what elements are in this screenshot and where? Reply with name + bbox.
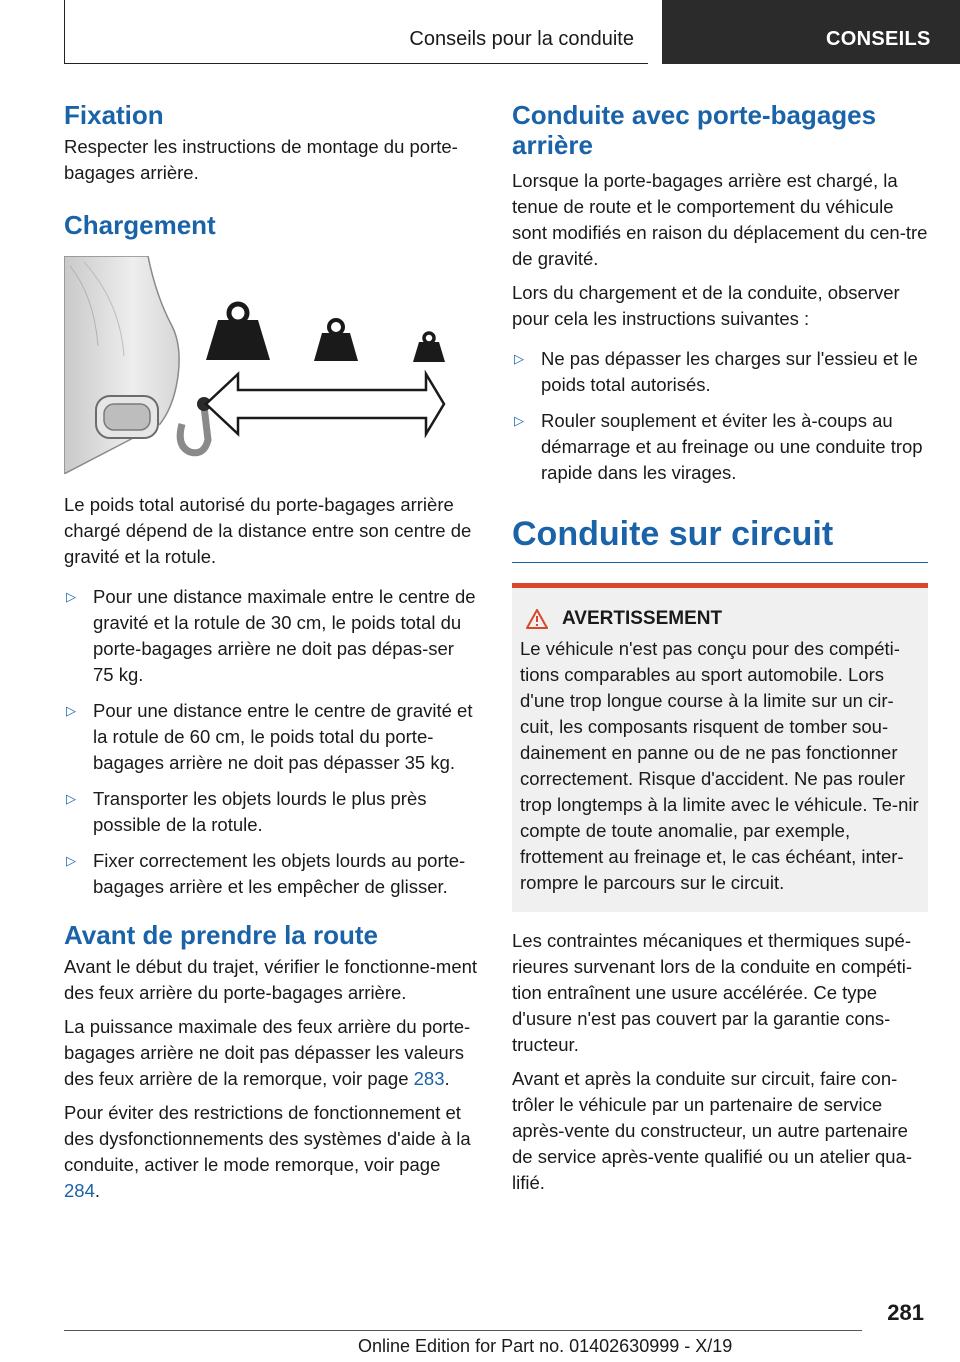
list-item: ▷ Transporter les objets lourds le plus près possible de la rotule. [66,788,427,835]
circuit-paragraph-2: Avant et après la conduite sur circuit, faire con-trôler le véhicule par un partenaire de service après-vente du constructeur, un autre partenaire de service après-vente qualifié ou un atelier qua-lifié. [512,1068,913,1193]
figure-caption-text: Le poids total autorisé du porte-bagages arrière chargé dépend de la distance entre son centre de gravité et la rotule. [64,494,472,567]
trailer-hitch-weights-figure [64,256,478,474]
triangle-bullet-icon: ▷ [66,791,76,806]
fixation-heading: Fixation [64,100,164,130]
rear-rack-heading: Conduite avec porte-bagages arrière [512,100,877,160]
weight-medium-icon [314,320,358,361]
section-title: Conseils pour la conduite [409,28,634,50]
list-item: ▷ Rouler souplement et éviter les à-coups au démarrage et au freinage ou une conduite trop rapide dans les virages. [514,410,923,483]
tow-hitch [180,406,208,453]
distance-arrow-icon [206,374,444,434]
circuit-heading: Conduite sur circuit [512,515,834,553]
weight-small-icon [413,333,445,362]
circuit-paragraph-1: Les contraintes mécaniques et thermiques supé-rieures survenant lors de la conduite en compéti-tion entraînent une usure accélérée. Ce type d'usure n'est pas couvert par la garantie cons-tructeur. [512,930,913,1055]
chargement-heading: Chargement [64,210,216,240]
avant-paragraph-3: Pour éviter des restrictions de fonctionnement et des dysfonctionnements des systèmes d'aide à la conduite, activer le mode remorque, voir page 284. [64,1102,471,1201]
list-item: ▷ Ne pas dépasser les charges sur l'essieu et le poids total autorisés. [514,348,918,395]
heading-divider [512,562,928,563]
list-item: ▷ Fixer correctement les objets lourds au porte-bagages arrière et les empêcher de glisser. [66,850,466,897]
rear-rack-paragraph-1: Lorsque la porte-bagages arrière est chargé, la tenue de route et le comportement du véhicule sont modifiés en raison du déplacement du cen-tre de gravité. [512,170,928,269]
footer-divider [64,1330,862,1331]
warning-triangle-icon [526,609,548,629]
page-link-283[interactable]: 283 [413,1068,445,1089]
warning-title: AVERTISSEMENT [562,608,723,629]
triangle-bullet-icon: ▷ [66,589,76,604]
loading-bullet-list [64,584,478,900]
bumper-shape [64,256,179,474]
list-item: ▷ Pour une distance entre le centre de gravité et la rotule de 60 cm, le poids total du porte-bagages arrière ne doit pas dépasser 35 kg. [66,700,473,773]
avant-paragraph-2: La puissance maximale des feux arrière du porte-bagages arrière ne doit pas dépasser les valeurs des feux arrière de la remorque, voir page 283. [64,1016,471,1089]
warning-text: Le véhicule n'est pas conçu pour des compéti-tions comparables au sport automobile. Lors d'une trop longue course à la limite sur un cir-cuit, les composants risquent de tomber sou-dainement en panne ou de ne pas fonctionner correctement. Risque d'accident. Ne pas rouler trop longtemps à la limite avec le véhicule. Te-nir compte de toute anomalie, par exemple, frottement au freinage et, le cas échéant, inter-rompre le parcours sur le circuit. [520,638,919,893]
avant-paragraph-1: Avant le début du trajet, vérifier le fonctionne-ment des feux arrière du porte-bagages arrière. [64,956,478,1003]
page-number: 281 [887,1300,924,1325]
list-item: ▷ Pour une distance maximale entre le centre de gravité et la rotule de 30 cm, le poids total du porte-bagages arrière ne doit pas dépas-ser 75 kg. [66,586,476,685]
weight-large-icon [206,304,270,360]
triangle-bullet-icon: ▷ [514,413,524,428]
chapter-title: CONSEILS [826,28,931,50]
rear-rack-bullet-list [512,346,928,486]
triangle-bullet-icon: ▷ [66,703,76,718]
left-column [64,100,478,1204]
page-link-284[interactable]: 284 [64,1180,95,1201]
avant-heading: Avant de prendre la route [64,920,378,950]
load-distance-illustration [64,256,478,474]
rear-rack-paragraph-2: Lors du chargement et de la conduite, observer pour cela les instructions suivantes : [512,282,900,329]
triangle-bullet-icon: ▷ [514,351,524,366]
triangle-bullet-icon: ▷ [66,853,76,868]
warning-box [512,583,928,912]
edition-footer: Online Edition for Part no. 01402630999 - X/19 [358,1336,733,1356]
warning-title-row [520,608,920,630]
right-column [512,100,928,1196]
fixation-text: Respecter les instructions de montage du porte-bagages arrière. [64,136,458,183]
